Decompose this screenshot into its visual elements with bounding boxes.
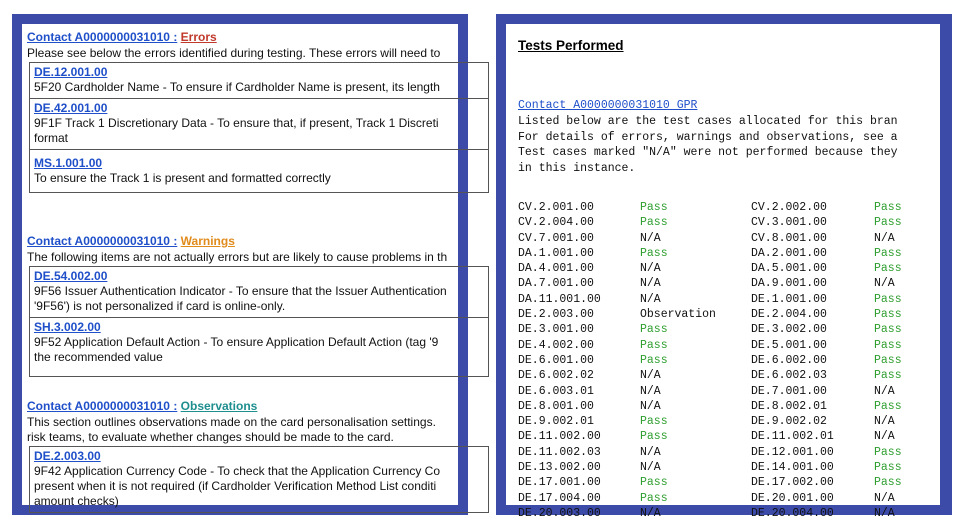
- test-code-link[interactable]: SH.3.002.00: [34, 320, 101, 334]
- test-code: DE.5.001.00: [751, 338, 827, 352]
- test-result: Pass: [640, 216, 668, 230]
- warnings-intro: The following items are not actually errors but are likely to cause problems in th: [27, 250, 448, 264]
- test-code: CV.3.001.00: [751, 216, 827, 230]
- warnings-contact-link[interactable]: Contact A0000000031010 :: [27, 234, 178, 248]
- test-result: Pass: [874, 445, 902, 459]
- test-result: N/A: [874, 415, 895, 429]
- test-result: N/A: [874, 277, 895, 291]
- tests-performed-page: [506, 24, 940, 520]
- test-result: Pass: [640, 353, 668, 367]
- test-result: Pass: [640, 430, 668, 444]
- test-code: DE.8.001.00: [518, 399, 594, 413]
- test-code-link[interactable]: DE.54.002.00: [34, 269, 108, 283]
- test-result: N/A: [874, 231, 895, 245]
- observations-intro-line1: This section outlines observations made on the card personalisation settings.: [27, 415, 436, 429]
- test-code: DE.20.004.00: [751, 506, 834, 520]
- test-result: Observation: [640, 308, 716, 322]
- test-description: To ensure the Track 1 is present and formatted correctly: [34, 171, 331, 185]
- list-item: [30, 318, 488, 376]
- test-code: CV.8.001.00: [751, 231, 827, 245]
- test-code: DE.1.001.00: [751, 292, 827, 306]
- test-code: DE.8.002.01: [751, 399, 827, 413]
- test-result: N/A: [640, 506, 661, 520]
- contact-link[interactable]: Contact A0000000031010 GPR: [518, 99, 698, 112]
- test-code: DE.4.002.00: [518, 338, 594, 352]
- test-code: DE.9.002.02: [751, 415, 827, 429]
- test-code: DE.6.002.03: [751, 369, 827, 383]
- test-code: CV.2.004.00: [518, 216, 594, 230]
- warnings-heading: [27, 234, 235, 248]
- test-code: DE.6.002.00: [751, 353, 827, 367]
- test-result: Pass: [640, 338, 668, 352]
- test-code: DA.5.001.00: [751, 262, 827, 276]
- errors-contact-link[interactable]: Contact A0000000031010 :: [27, 30, 178, 44]
- test-code: DE.2.003.00: [518, 308, 594, 322]
- test-code: DE.6.001.00: [518, 353, 594, 367]
- test-result: Pass: [640, 491, 668, 505]
- test-code: DE.3.002.00: [751, 323, 827, 337]
- test-code: DE.12.001.00: [751, 445, 834, 459]
- test-code: DE.20.003.00: [518, 506, 601, 520]
- test-code: DE.3.001.00: [518, 323, 594, 337]
- test-description: 5F20 Cardholder Name - To ensure if Cardholder Name is present, its length: [34, 80, 440, 94]
- errors-report-page: [22, 24, 458, 508]
- test-result: N/A: [640, 292, 661, 306]
- test-code: DE.17.002.00: [751, 476, 834, 490]
- observations-intro-line2: risk teams, to evaluate whether changes should be made to the card.: [27, 430, 394, 444]
- test-description: 9F42 Application Currency Code - To check that the Application Currency Co present when it is not required (if Cardholder Verification Method List conditi amount checks): [34, 464, 440, 508]
- test-result: Pass: [640, 201, 668, 214]
- test-code: DE.14.001.00: [751, 461, 834, 475]
- test-result: Pass: [874, 353, 902, 367]
- test-code-link[interactable]: DE.2.003.00: [34, 449, 101, 463]
- observations-contact-link[interactable]: Contact A0000000031010 :: [27, 399, 178, 413]
- test-result: N/A: [874, 506, 895, 520]
- test-code-link[interactable]: DE.12.001.00: [34, 65, 108, 79]
- observations-heading: [27, 399, 257, 413]
- test-result: N/A: [640, 231, 661, 245]
- errors-list: [29, 62, 489, 193]
- list-item: [30, 447, 488, 512]
- test-result: Pass: [874, 216, 902, 230]
- test-result: Pass: [874, 308, 902, 322]
- test-result: Pass: [640, 415, 668, 429]
- test-code: DE.2.004.00: [751, 308, 827, 322]
- test-result: Pass: [874, 461, 902, 475]
- test-code: DE.11.002.00: [518, 430, 601, 444]
- test-code: DE.7.001.00: [751, 384, 827, 398]
- test-result: N/A: [640, 445, 661, 459]
- test-result: Pass: [874, 292, 902, 306]
- test-code: DE.11.002.01: [751, 430, 834, 444]
- tests-performed-panel: [496, 14, 952, 520]
- intro-text: Listed below are the test cases allocated for this bran For details of errors, warnings and observations, see a Test cases marked "N/A" were not performed because they in this instance.: [518, 115, 898, 175]
- observations-list: [29, 446, 489, 513]
- test-code-link[interactable]: MS.1.001.00: [34, 156, 103, 170]
- test-code: CV.2.002.00: [751, 201, 827, 214]
- page-title: Tests Performed: [518, 38, 624, 53]
- test-result: Pass: [874, 338, 902, 352]
- test-code: DE.13.002.00: [518, 461, 601, 475]
- test-code: DA.4.001.00: [518, 262, 594, 276]
- test-code: DE.9.002.01: [518, 415, 594, 429]
- test-result: Pass: [640, 246, 668, 260]
- errors-report-panel: [12, 14, 468, 515]
- test-result: N/A: [874, 384, 895, 398]
- test-code: DE.17.001.00: [518, 476, 601, 490]
- test-result: N/A: [640, 399, 661, 413]
- test-code: DA.11.001.00: [518, 292, 601, 306]
- test-result: Pass: [874, 323, 902, 337]
- test-result: Pass: [874, 369, 902, 383]
- test-code: CV.2.001.00: [518, 201, 594, 214]
- test-code-link[interactable]: DE.42.001.00: [34, 101, 108, 115]
- errors-label: Errors: [180, 30, 217, 44]
- test-result: N/A: [640, 384, 661, 398]
- test-result: Pass: [874, 246, 902, 260]
- test-code: DE.20.001.00: [751, 491, 834, 505]
- errors-intro: Please see below the errors identified during testing. These errors will need to: [27, 46, 441, 60]
- test-result: N/A: [640, 262, 661, 276]
- test-code: DE.6.003.01: [518, 384, 594, 398]
- test-code: CV.7.001.00: [518, 231, 594, 245]
- list-item: [30, 63, 488, 99]
- test-result: N/A: [640, 461, 661, 475]
- test-result: N/A: [874, 491, 895, 505]
- test-description: 9F1F Track 1 Discretionary Data - To ensure that, if present, Track 1 Discreti format: [34, 116, 439, 145]
- test-code: DA.2.001.00: [751, 246, 827, 260]
- test-code: DE.6.002.02: [518, 369, 594, 383]
- list-item: [30, 150, 488, 192]
- test-result: Pass: [874, 399, 902, 413]
- test-code: DE.17.004.00: [518, 491, 601, 505]
- test-code: DE.11.002.03: [518, 445, 601, 459]
- test-code: DA.1.001.00: [518, 246, 594, 260]
- warnings-label: Warnings: [180, 234, 235, 248]
- test-description: 9F52 Application Default Action - To ensure Application Default Action (tag '9 the recommended value: [34, 335, 439, 364]
- test-result: N/A: [640, 369, 661, 383]
- test-result: Pass: [640, 476, 668, 490]
- test-code: DA.7.001.00: [518, 277, 594, 291]
- test-result: Pass: [874, 262, 902, 276]
- test-result: Pass: [640, 323, 668, 337]
- errors-heading: [27, 30, 217, 44]
- test-result: Pass: [874, 201, 902, 214]
- test-result: N/A: [874, 430, 895, 444]
- list-item: [30, 99, 488, 150]
- observations-label: Observations: [180, 399, 258, 413]
- test-description: 9F56 Issuer Authentication Indicator - To ensure that the Issuer Authentication '9F56') is not personalized if card is online-only.: [34, 284, 447, 313]
- test-code: DA.9.001.00: [751, 277, 827, 291]
- warnings-list: [29, 266, 489, 377]
- list-item: [30, 267, 488, 318]
- test-result: Pass: [874, 476, 902, 490]
- test-result: N/A: [640, 277, 661, 291]
